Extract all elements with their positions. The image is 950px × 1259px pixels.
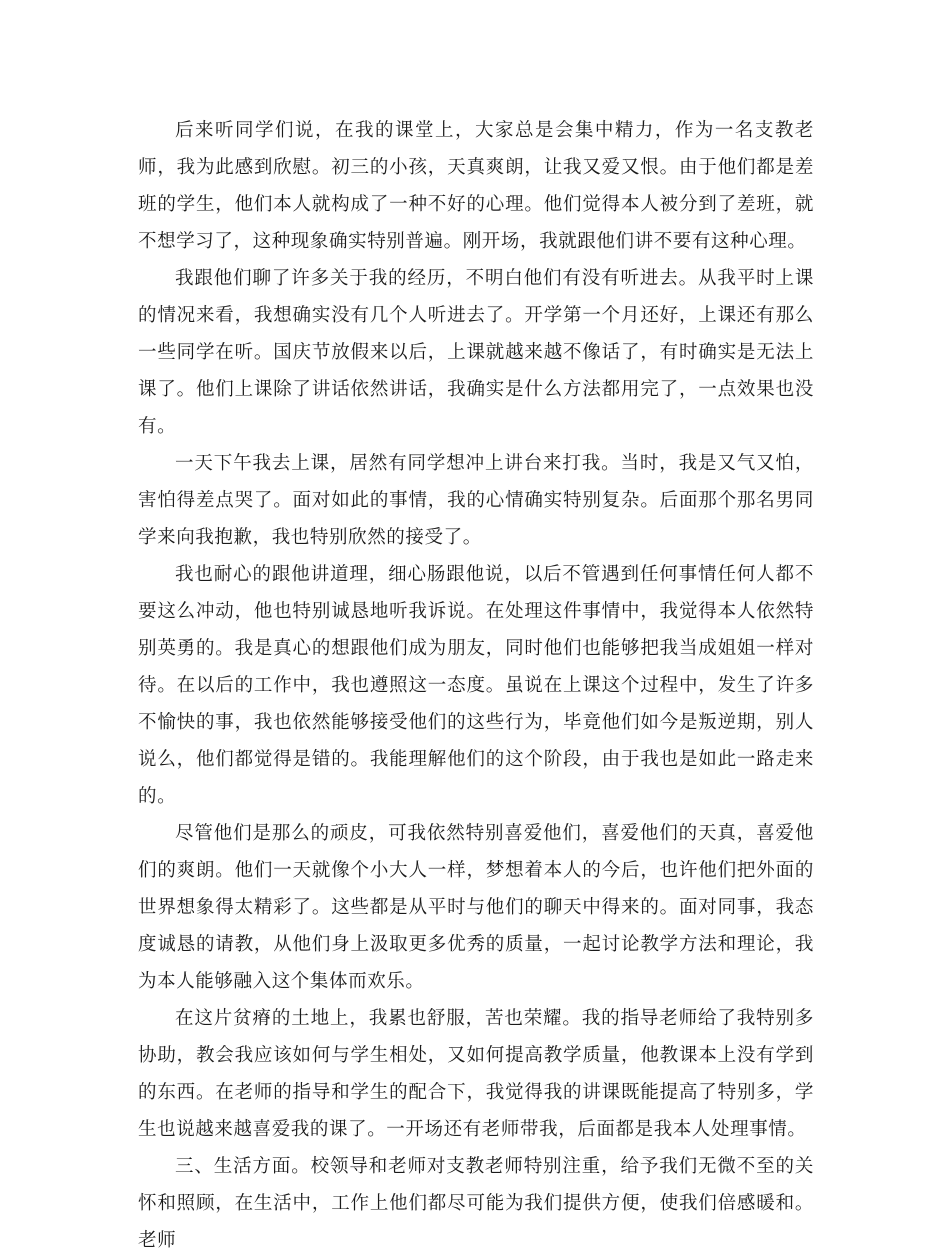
- paragraph-1: 后来听同学们说，在我的课堂上，大家总是会集中精力，作为一名支教老师，我为此感到欣慰。初三的小孩，天真爽朗，让我又爱又恨。由于他们都是差班的学生，他们本人就构成了一种不好的心理。他们觉得本人被分到了差班，就不想学习了，这种现象确实特别普遍。刚开场，我就跟他们讲不要有这种心理。: [138, 120, 814, 252]
- paragraph-5: 尽管他们是那么的顽皮，可我依然特别喜爱他们，喜爱他们的天真，喜爱他们的爽朗。他们一天就像个小大人一样，梦想着本人的今后，也许他们把外面的世界想象得太精彩了。这些都是从平时与他们的聊天中得来的。面对同事，我态度诚恳的请教，从他们身上汲取更多优秀的质量，一起讨论教学方法和理论，我为本人能够融入这个集体而欢乐。: [138, 823, 814, 992]
- paragraph-4: 我也耐心的跟他讲道理，细心肠跟他说，以后不管遇到任何事情任何人都不要这么冲动，他也特别诚恳地听我诉说。在处理这件事情中，我觉得本人依然特别英勇的。我是真心的想跟他们成为朋友，同时他们也能够把我当成姐姐一样对待。在以后的工作中，我也遵照这一态度。虽说在上课这个过程中，发生了许多不愉快的事，我也依然能够接受他们的这些行为，毕竟他们如今是叛逆期，别人说么，他们都觉得是错的。我能理解他们的这个阶段，由于我也是如此一路走来的。: [138, 564, 814, 807]
- paragraph-6: 在这片贫瘠的土地上，我累也舒服，苦也荣耀。我的指导老师给了我特别多协助，教会我应该如何与学生相处，又如何提高教学质量，他教课本上没有学到的东西。在老师的指导和学生的配合下，我觉得我的讲课既能提高了特别多，学生也说越来越喜爱我的课了。一开场还有老师带我，后面都是我本人处理事情。: [138, 1008, 814, 1140]
- paragraph-7: 三、生活方面。校领导和老师对支教老师特别注重，给予我们无微不至的关怀和照顾，在生活中，工作上他们都尽可能为我们提供方便，使我们倍感暖和。老师: [138, 1156, 814, 1251]
- document-body: [138, 112, 814, 1259]
- paragraph-2: 我跟他们聊了许多关于我的经历，不明白他们有没有听进去。从我平时上课的情况来看，我想确实没有几个人听进去了。开学第一个月还好，上课还有那么一些同学在听。国庆节放假来以后，上课就越来越不像话了，有时确实是无法上课了。他们上课除了讲话依然讲话，我确实是什么方法都用完了，一点效果也没有。: [138, 268, 814, 437]
- paragraph-3: 一天下午我去上课，居然有同学想冲上讲台来打我。当时，我是又气又怕，害怕得差点哭了。面对如此的事情，我的心情确实特别复杂。后面那个那名男同学来向我抱歉，我也特别欣然的接受了。: [138, 453, 814, 548]
